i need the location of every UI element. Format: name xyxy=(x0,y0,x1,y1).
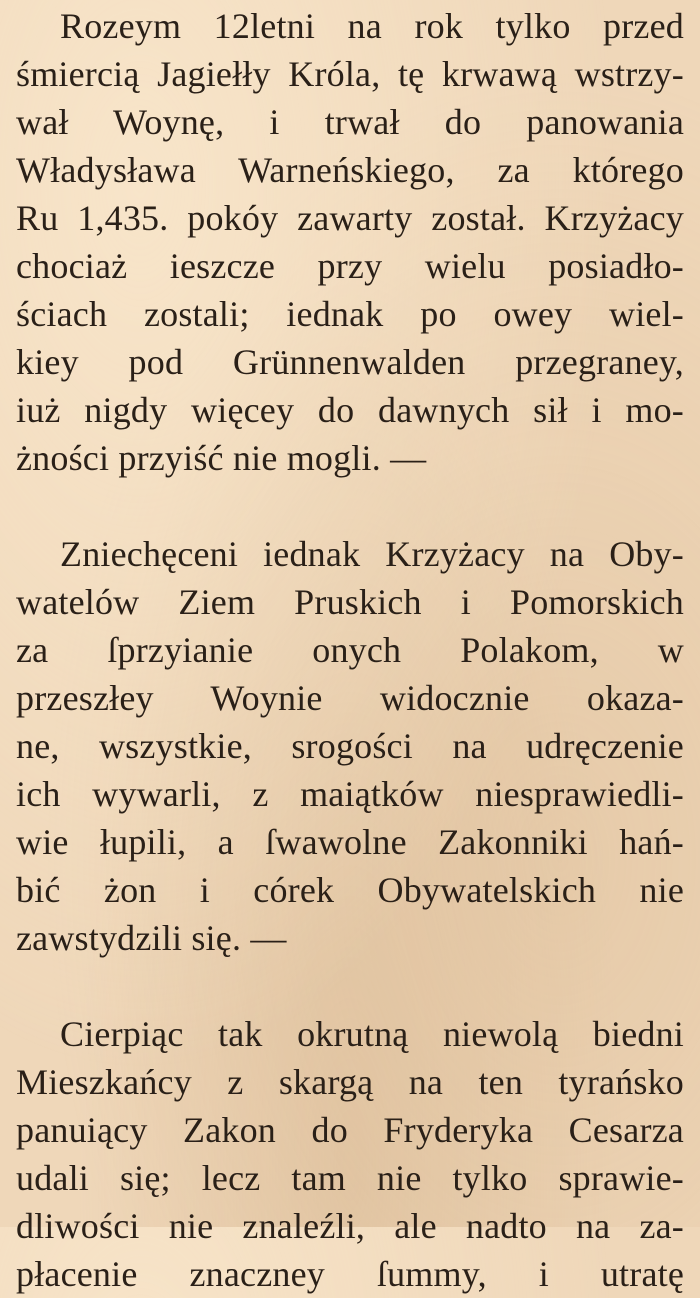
text-line: panuiący Zakon do Fryderyka Cesarza xyxy=(16,1110,684,1150)
text-line: płacenie znaczney ſummy, i utratę xyxy=(16,1254,684,1294)
paragraph-2 xyxy=(16,530,684,962)
text-line: chociaż ieszcze przy wielu posiadło- xyxy=(16,246,684,286)
text-line: Władysława Warneńskiego, za którego xyxy=(16,150,684,190)
text-line: wał Woynę, i trwał do panowania xyxy=(16,102,684,142)
text-line: ich wywarli, z maiątków niesprawiedli- xyxy=(16,774,684,814)
text-line: za ſprzyianie onych Polakom, w xyxy=(16,630,684,670)
text-line: watelów Ziem Pruskich i Pomorskich xyxy=(16,582,684,622)
text-line: bić żon i córek Obywatelskich nie xyxy=(16,870,684,910)
text-line: kiey pod Grünnenwalden przegraney, xyxy=(16,342,684,382)
paragraph-spacer xyxy=(16,962,684,1010)
text-line: ne, wszystkie, srogości na udręczenie xyxy=(16,726,684,766)
text-line: dliwości nie znaleźli, ale nadto na za- xyxy=(16,1206,684,1246)
text-line: Cierpiąc tak okrutną niewolą biedni xyxy=(60,1014,684,1054)
text-line: udali się; lecz tam nie tylko sprawie- xyxy=(16,1158,684,1198)
paragraph-3 xyxy=(16,1010,684,1298)
paragraph-spacer xyxy=(16,482,684,530)
text-line: żności przyiść nie mogli. — xyxy=(16,438,427,478)
text-line: iuż nigdy więcey do dawnych sił i mo- xyxy=(16,390,684,430)
text-line: śmiercią Jagiełły Króla, tę krwawą wstrzy- xyxy=(16,54,684,94)
text-line: Ru 1,435. pokóy zawarty został. Krzyżacy xyxy=(16,198,684,238)
text-line: ściach zostali; iednak po owey wiel- xyxy=(16,294,684,334)
text-line: Rozeym 12letni na rok tylko przed xyxy=(60,6,684,46)
text-line: przeszłey Woynie widocznie okaza- xyxy=(16,678,684,718)
text-line: zawstydzili się. — xyxy=(16,918,287,958)
paragraph-1 xyxy=(16,2,684,482)
text-line: Mieszkańcy z skargą na ten tyrańsko xyxy=(16,1062,684,1102)
text-line: wie łupili, a ſwawolne Zakonniki hań- xyxy=(16,822,684,862)
text-line: Zniechęceni iednak Krzyżacy na Oby- xyxy=(60,534,684,574)
